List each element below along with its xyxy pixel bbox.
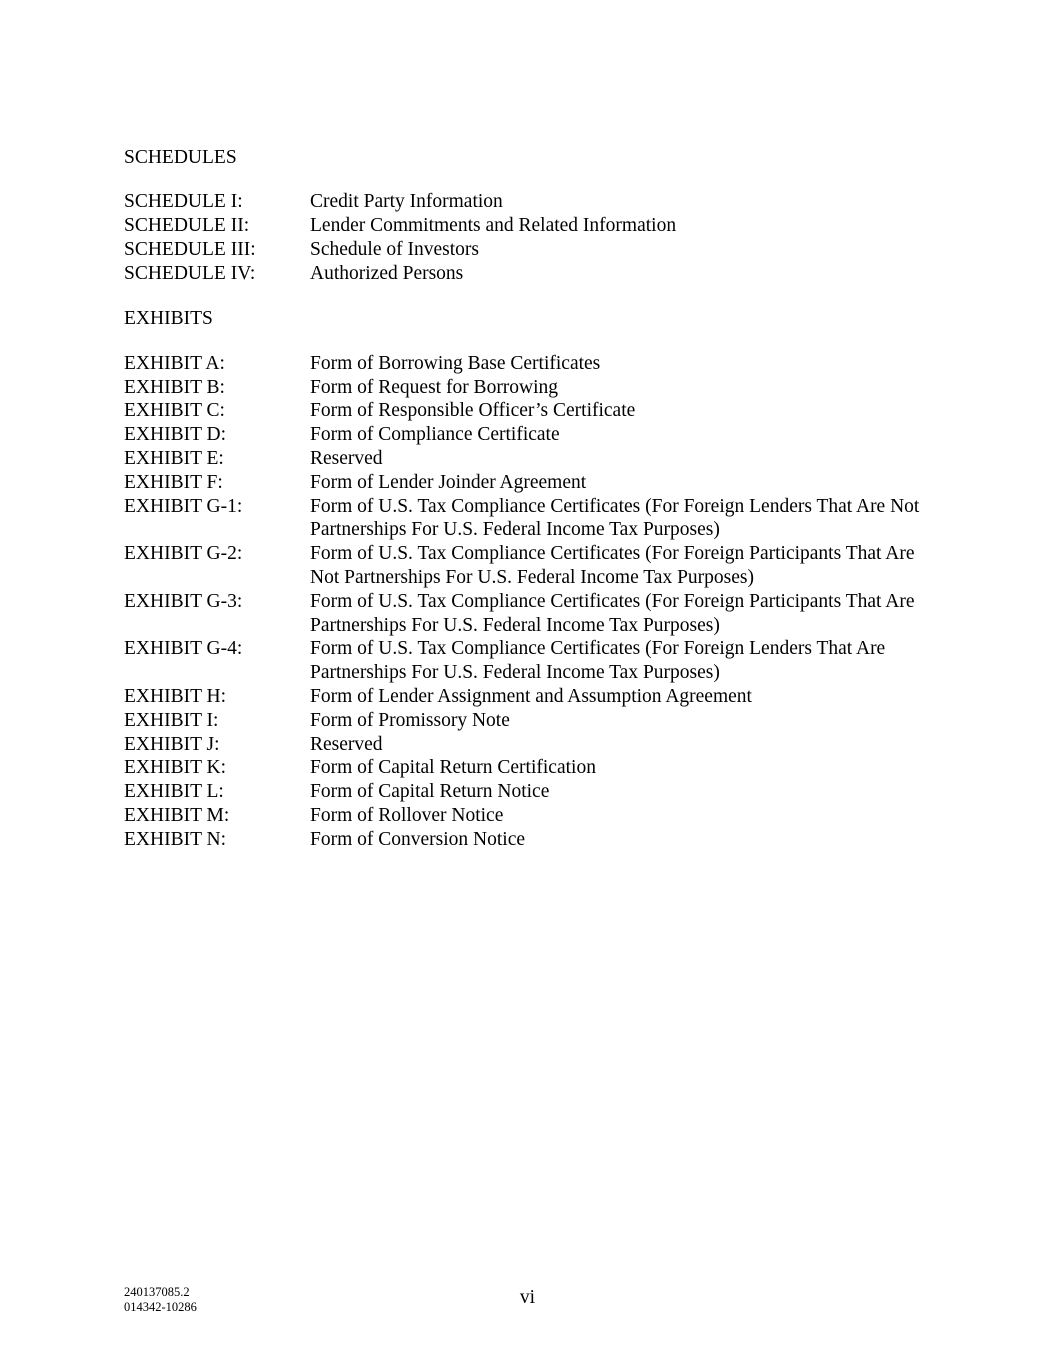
- exhibit-row: [124, 828, 944, 852]
- page-body: [124, 146, 944, 852]
- exhibit-label: EXHIBIT A:: [124, 352, 225, 374]
- exhibit-description: Form of Conversion Notice: [310, 828, 526, 850]
- exhibit-label: EXHIBIT G-4:: [124, 638, 243, 660]
- exhibit-label: EXHIBIT G-2:: [124, 543, 243, 565]
- exhibit-label: EXHIBIT E:: [124, 447, 224, 469]
- document-id-line: 014342-10286: [124, 1300, 197, 1314]
- schedule-label: SCHEDULE IV:: [124, 262, 256, 284]
- exhibit-description: Form of Capital Return Notice: [310, 781, 550, 803]
- exhibit-description: Form of U.S. Tax Compliance Certificates (For Foreign Participants That Are Partnerships For U.S. Federal Income Tax Purposes): [310, 590, 915, 636]
- exhibit-label: EXHIBIT G-1:: [124, 495, 243, 517]
- exhibits-heading: EXHIBITS: [124, 308, 213, 330]
- exhibit-label: EXHIBIT I:: [124, 709, 219, 731]
- schedule-row: [124, 238, 944, 262]
- exhibit-row: [124, 709, 944, 733]
- schedule-description: Credit Party Information: [310, 191, 503, 213]
- exhibit-row: [124, 542, 944, 590]
- exhibit-row: [124, 399, 944, 423]
- schedule-row: [124, 262, 944, 286]
- schedule-row: [124, 190, 944, 214]
- exhibit-description: Form of Lender Assignment and Assumption Agreement: [310, 685, 752, 707]
- schedule-description: Authorized Persons: [310, 262, 464, 284]
- exhibit-description: Form of Promissory Note: [310, 709, 510, 731]
- exhibit-label: EXHIBIT B:: [124, 376, 225, 398]
- exhibit-description: Form of Responsible Officer’s Certificate: [310, 400, 636, 422]
- exhibit-description: Form of Borrowing Base Certificates: [310, 352, 601, 374]
- exhibit-row: [124, 804, 944, 828]
- exhibit-label: EXHIBIT F:: [124, 471, 223, 493]
- exhibits-list: [124, 352, 944, 852]
- exhibit-row: [124, 780, 944, 804]
- exhibit-description: Form of U.S. Tax Compliance Certificates (For Foreign Participants That Are Not Partnerships For U.S. Federal Income Tax Purposes): [310, 543, 915, 588]
- exhibit-description: Reserved: [310, 733, 383, 755]
- exhibit-description: Form of Lender Joinder Agreement: [310, 471, 587, 493]
- exhibit-label: EXHIBIT N:: [124, 828, 227, 850]
- exhibit-label: EXHIBIT J:: [124, 733, 220, 755]
- exhibit-description: Reserved: [310, 447, 383, 469]
- schedules-heading: SCHEDULES: [124, 147, 237, 168]
- exhibit-label: EXHIBIT C:: [124, 400, 225, 422]
- schedule-description: Lender Commitments and Related Information: [310, 215, 677, 237]
- exhibit-label: EXHIBIT K:: [124, 757, 227, 779]
- schedule-label: SCHEDULE I:: [124, 191, 243, 213]
- schedule-label: SCHEDULE II:: [124, 215, 250, 237]
- exhibit-row: [124, 376, 944, 400]
- exhibit-description: Form of U.S. Tax Compliance Certificates (For Foreign Lenders That Are Partnerships For U.S. Federal Income Tax Purposes): [310, 638, 886, 684]
- schedule-label: SCHEDULE III:: [124, 238, 256, 260]
- exhibit-row: [124, 756, 944, 780]
- exhibit-label: EXHIBIT D:: [124, 424, 227, 446]
- exhibit-label: EXHIBIT L:: [124, 781, 224, 803]
- exhibit-row: [124, 733, 944, 757]
- schedule-row: [124, 214, 944, 238]
- exhibit-row: [124, 423, 944, 447]
- exhibit-description: Form of U.S. Tax Compliance Certificates (For Foreign Lenders That Are Not Partnerships For U.S. Federal Income Tax Purposes): [310, 495, 920, 541]
- exhibit-row: [124, 352, 944, 376]
- exhibit-label: EXHIBIT M:: [124, 804, 230, 826]
- exhibit-label: EXHIBIT H:: [124, 685, 227, 707]
- exhibit-description: Form of Capital Return Certification: [310, 757, 596, 779]
- exhibit-row: [124, 637, 944, 685]
- schedule-description: Schedule of Investors: [310, 238, 479, 260]
- exhibit-description: Form of Request for Borrowing: [310, 376, 559, 398]
- exhibit-row: [124, 471, 944, 495]
- schedules-list: [124, 190, 944, 285]
- exhibit-description: Form of Rollover Notice: [310, 804, 504, 826]
- exhibit-row: [124, 590, 944, 638]
- exhibit-row: [124, 685, 944, 709]
- exhibit-label: EXHIBIT G-3:: [124, 590, 243, 612]
- exhibit-row: [124, 447, 944, 471]
- document-id-line: 240137085.2: [124, 1285, 190, 1299]
- page-number: vi: [519, 1287, 536, 1308]
- exhibit-description: Form of Compliance Certificate: [310, 424, 560, 446]
- exhibit-row: [124, 495, 944, 543]
